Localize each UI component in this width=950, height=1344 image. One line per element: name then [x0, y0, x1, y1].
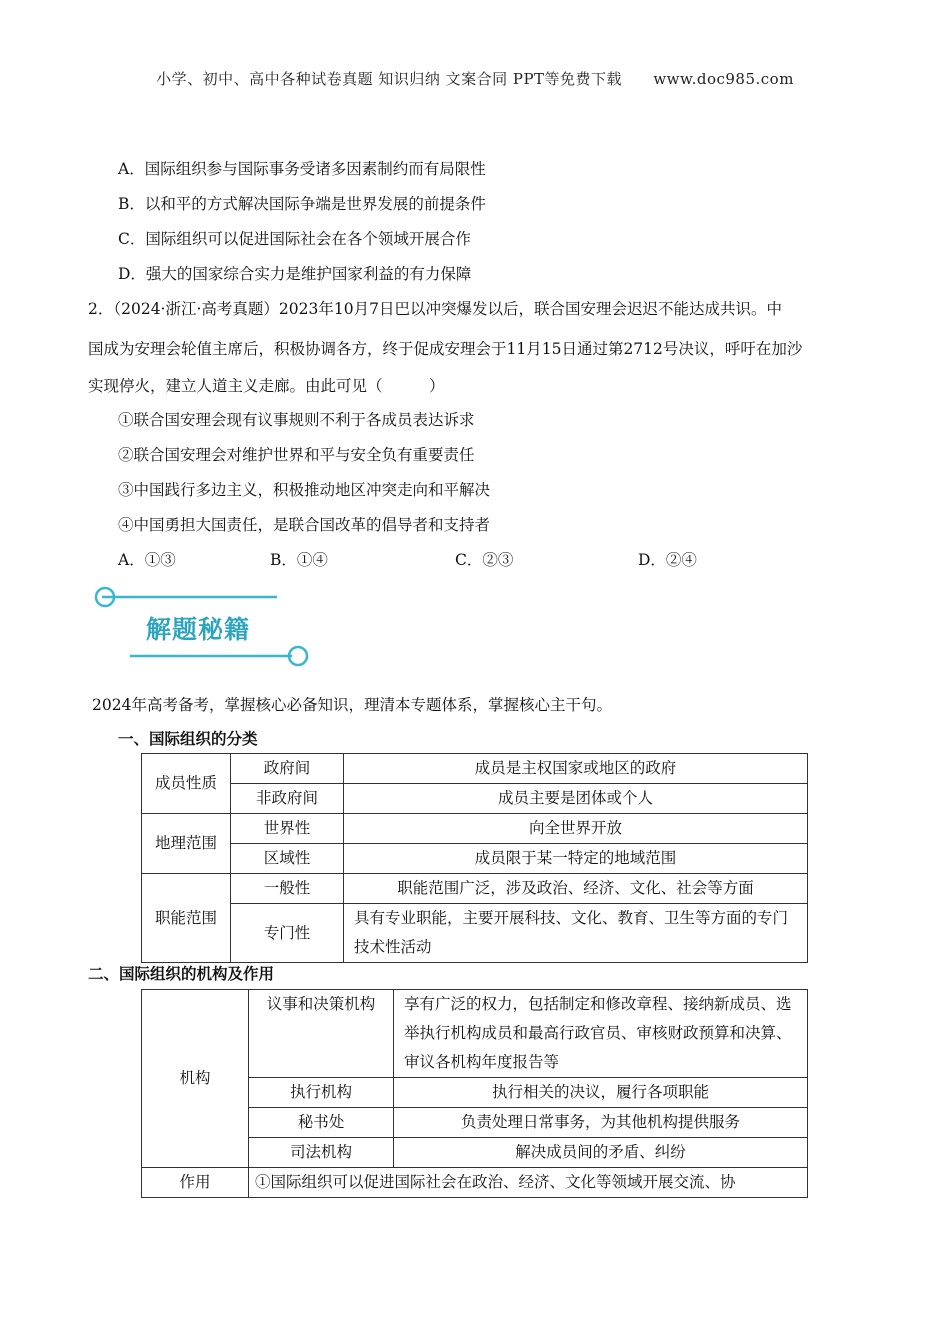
header-text: 小学、初中、高中各种试卷真题 知识归纳 文案合同 PPT等免费下载 [156, 70, 623, 88]
q2-text-line3: 实现停火，建立人道主义走廊。由此可见（ ） [88, 377, 445, 395]
section1-title: 一、国际组织的分类 [118, 730, 258, 748]
q2-answer-a: A．①③ [118, 551, 176, 569]
q1-option-c: C．国际组织可以促进国际社会在各个领域开展合作 [118, 230, 471, 248]
type-cell: 专门性 [231, 904, 344, 963]
table-row [142, 990, 808, 1078]
q1-option-d: D．强大的国家综合实力是维护国家利益的有力保障 [118, 265, 472, 283]
q2-answer-c: C．②③ [455, 551, 514, 569]
name-cell: 议事和决策机构 [249, 990, 394, 1078]
table-row [142, 844, 808, 874]
q2-text-line1: 2．（2024·浙江·高考真题）2023年10月7日巴以冲突爆发以后，联合国安理会迟迟不能达成共识。中 [88, 300, 782, 318]
q1-option-b: B．以和平的方式解决国际争端是世界发展的前提条件 [118, 195, 486, 213]
q2-answer-d: D．②④ [638, 551, 697, 569]
name-cell: 执行机构 [249, 1078, 394, 1108]
type-cell: 一般性 [231, 874, 344, 904]
category-cell: 成员性质 [142, 754, 231, 814]
q2-statement-4: ④中国勇担大国责任，是联合国改革的倡导者和支持者 [118, 516, 491, 534]
type-cell: 政府间 [231, 754, 344, 784]
q2-answer-b: B．①④ [270, 551, 328, 569]
q1-option-a: A．国际组织参与国际事务受诸多因素制约而有局限性 [118, 160, 486, 178]
type-cell: 非政府间 [231, 784, 344, 814]
intro-text: 2024年高考备考，掌握核心必备知识，理清本专题体系，掌握核心主干句。 [92, 696, 612, 714]
banner-title: 解题秘籍 [146, 615, 251, 644]
desc-cell: 成员限于某一特定的地域范围 [344, 844, 808, 874]
role-desc-cell: ①国际组织可以促进国际社会在政治、经济、文化等领域开展交流、协 [249, 1168, 808, 1198]
desc-cell: 负责处理日常事务，为其他机构提供服务 [394, 1108, 808, 1138]
desc-cell: 成员是主权国家或地区的政府 [344, 754, 808, 784]
desc-cell: 具有专业职能，主要开展科技、文化、教育、卫生等方面的专门技术性活动 [344, 904, 808, 963]
desc-cell: 职能范围广泛，涉及政治、经济、文化、社会等方面 [344, 874, 808, 904]
table-row [142, 874, 808, 904]
section2-title: 二、国际组织的机构及作用 [88, 965, 275, 983]
desc-cell: 执行相关的决议，履行各项职能 [394, 1078, 808, 1108]
category-cell: 机构 [142, 990, 249, 1168]
table-row [142, 814, 808, 844]
q2-statement-2: ②联合国安理会对维护世界和平与安全负有重要责任 [118, 446, 475, 464]
table-row [142, 754, 808, 784]
desc-cell: 解决成员间的矛盾、纠纷 [394, 1138, 808, 1168]
name-cell: 秘书处 [249, 1108, 394, 1138]
structure-table [141, 989, 808, 1198]
table-row [142, 784, 808, 814]
type-cell: 世界性 [231, 814, 344, 844]
desc-cell: 享有广泛的权力，包括制定和修改章程、接纳新成员、选举执行机构成员和最高行政官员、审核财政预算和决算、审议各机构年度报告等 [394, 990, 808, 1078]
role-label-cell: 作用 [142, 1168, 249, 1198]
table-row [142, 1168, 808, 1198]
header-url[interactable]: www.doc985.com [653, 70, 794, 88]
type-cell: 区域性 [231, 844, 344, 874]
category-cell: 地理范围 [142, 814, 231, 874]
desc-cell: 成员主要是团体或个人 [344, 784, 808, 814]
name-cell: 司法机构 [249, 1138, 394, 1168]
classification-table [141, 753, 808, 963]
category-cell: 职能范围 [142, 874, 231, 963]
q2-statement-1: ①联合国安理会现有议事规则不利于各成员表达诉求 [118, 411, 475, 429]
desc-cell: 向全世界开放 [344, 814, 808, 844]
q2-text-line2: 国成为安理会轮值主席后，积极协调各方，终于促成安理会于11月15日通过第2712号决议，呼吁在加沙 [88, 340, 803, 358]
page-header [0, 68, 950, 89]
q2-statement-3: ③中国践行多边主义，积极推动地区冲突走向和平解决 [118, 481, 491, 499]
table-row [142, 904, 808, 963]
